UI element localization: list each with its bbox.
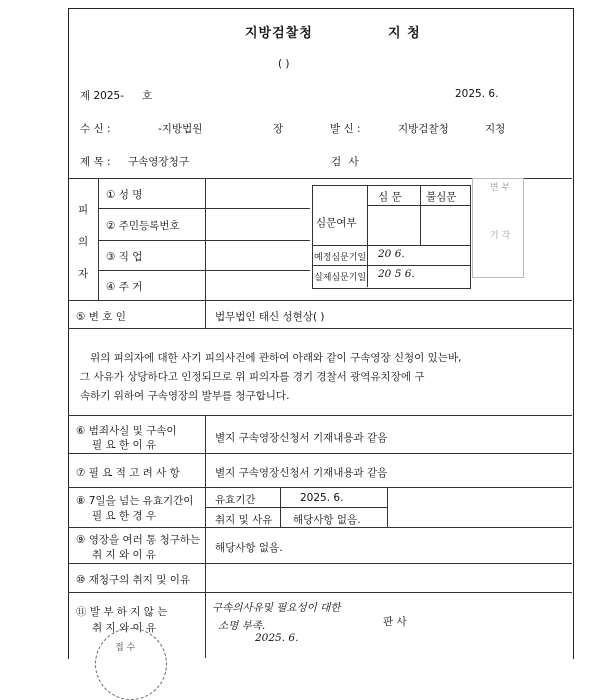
r7-value: 별지 구속영장신청서 기재내용과 같음 [215,467,388,479]
counsel-divider [205,300,206,328]
hearing-col-label: 심 문 [378,191,402,203]
hearing-col-label: 불심문 [426,191,457,203]
r9-label: 취 지 와 이 유 [92,549,157,561]
counsel-label: ⑤ 변 호 인 [76,311,126,323]
r8-reason-label: 취지 및 사유 [215,514,273,526]
sender-title: 지청 [485,123,506,135]
hearing-box-line [367,205,470,206]
table-row-line [68,487,572,488]
r6-label: 필 요 한 이 유 [92,439,157,451]
suspect-row-line [98,240,310,241]
suspect-side-label: 의 [78,236,89,248]
table-row-line [68,563,572,564]
subject-label: 제 목 : [80,156,111,168]
sender-office: 지방검찰청 [398,123,449,135]
body-line: 속하기 위하여 구속영장의 발부를 청구합니다. [80,390,290,402]
scheduled-date-value: 20 6. [378,248,405,260]
hearing-box-line [312,265,470,266]
office-title: 지방검찰청 [245,26,313,41]
r8-validity-value: 2025. 6. [300,492,344,504]
r7-label: ⑦ 필 요 적 고 려 사 항 [76,467,180,479]
recipient-label: 수 신 : [80,123,111,135]
hearing-row-label: 심문여부 [316,217,357,229]
r11-judge-label: 판 사 [383,616,407,628]
actual-date-value: 20 5 6. [378,268,415,280]
sender-label: 발 신 : [330,123,361,135]
body-line: 위의 피의자에 대한 사기 피의사건에 관하여 아래와 같이 구속영장 신청이 있는바, [90,352,462,364]
hearing-box-divider [420,185,421,245]
side-stamp-text: 기 각 [490,231,511,241]
r6-value: 별지 구속영장신청서 기재내용과 같음 [215,432,388,444]
r8-sub-divider [280,487,281,527]
r9-value: 해당사항 없음. [215,542,283,554]
suspect-job-label: ③ 직 업 [106,251,143,263]
table-row-line [68,415,572,416]
r11-label: 취 지 와 이 유 [92,622,157,634]
body-line: 그 사유가 상당하다고 인정되므로 위 피의자를 경기 경찰서 광역유치장에 구 [80,371,425,383]
r6-label: ⑥ 범죄사실 및 구속이 [76,425,177,437]
suspect-side-label: 자 [78,268,89,280]
received-stamp [95,628,167,700]
recipient-court: -지방법원 [158,123,203,135]
counsel-value: 법무법인 태신 성현상( ) [215,311,325,323]
actual-date-label: 실제심문기일 [314,273,367,283]
r8-label: 필 요 한 경 우 [92,510,157,522]
r11-handwritten: 소명 부족. [218,620,266,632]
recipient-title: 장 [273,123,284,135]
hearing-box-line [312,245,470,246]
suspect-row-line [98,270,310,271]
table-row-line [68,527,572,528]
r11-handwritten-date: 2025. 6. [255,632,299,644]
suspect-side-divider [98,178,99,300]
table-row-line [68,300,572,301]
suspect-rrn-label: ② 주민등록번호 [106,220,180,232]
table-row-line [68,592,572,593]
r8-label: ⑧ 7일을 넘는 유효기간이 [76,495,194,507]
stamp-text: 접 수 [115,643,136,653]
r11-label: ⑪ 발 부 하 지 않 는 [76,606,168,618]
rows-label-divider [205,415,206,658]
side-stamp-text: 변 부 [490,183,511,193]
hearing-box-divider [367,185,368,287]
branch-suffix: 지 청 [388,26,421,41]
table-row-line [68,328,572,329]
doc-number-prefix: 제 2025- [80,90,124,102]
suspect-address-label: ④ 주 거 [106,281,143,293]
r8-validity-label: 유효기간 [215,494,256,506]
r8-right-divider [387,487,388,527]
r8-subrow-line [205,507,387,508]
prosecutor-label: 검 사 [331,156,361,168]
suspect-side-label: 피 [78,204,89,216]
subject-value: 구속영장청구 [128,156,189,168]
r9-label: ⑨ 영장을 여러 통 청구하는 [76,534,201,546]
r10-label: ⑩ 재청구의 취지 및 이유 [76,574,191,586]
doc-date: 2025. 6. [455,88,499,100]
suspect-row-line [98,208,310,209]
header-paren: ( ) [278,58,290,70]
r11-handwritten: 구속의사유및 필요성이 대한 [212,602,341,614]
table-row-line [68,453,572,454]
r8-reason-value: 해당사항 없음. [293,514,361,526]
suspect-label-divider [205,178,206,300]
scheduled-date-label: 예정심문기일 [314,253,367,263]
doc-number-suffix: 호 [142,90,153,102]
suspect-name-label: ① 성 명 [106,189,143,201]
